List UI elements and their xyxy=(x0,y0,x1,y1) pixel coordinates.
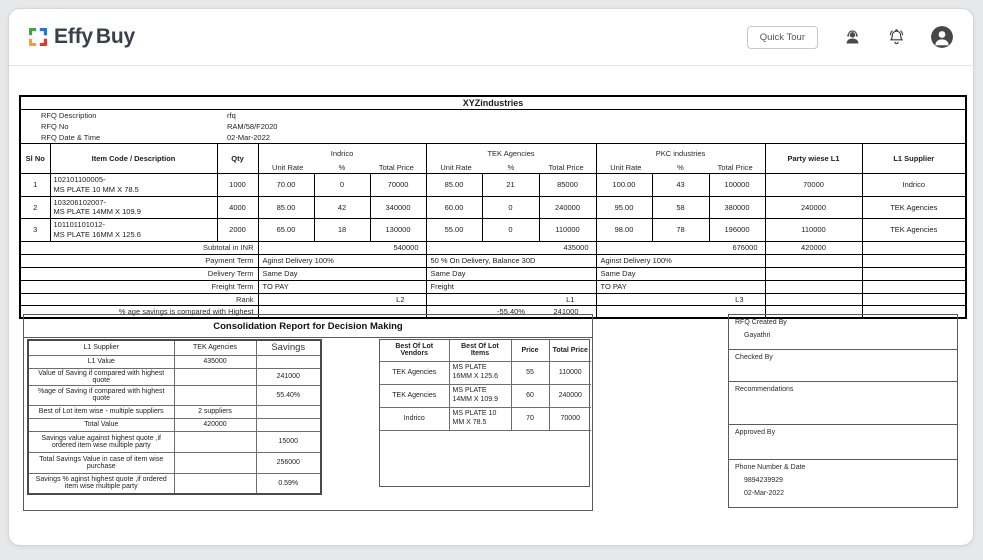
company-title: XYZindustries xyxy=(20,96,966,110)
phone-date-section xyxy=(729,460,957,507)
l1-supplier: TEK Agencies xyxy=(862,219,966,242)
effybuy-logo-icon xyxy=(29,28,47,46)
row-value xyxy=(174,473,256,494)
rfq-created-by-label: RFQ Created By xyxy=(735,319,787,326)
rank-row xyxy=(20,293,966,305)
party-wiese-l1: 70000 xyxy=(765,174,862,197)
summary-row xyxy=(28,473,321,494)
empty-cell xyxy=(862,280,966,293)
freight-term-label: Freight Term xyxy=(20,280,258,293)
subtotal-label: Subtotal in INR xyxy=(20,241,258,254)
summary-row xyxy=(28,385,321,405)
sub-col-total: Total Price xyxy=(717,163,753,172)
tek-total: 85000 xyxy=(539,174,596,197)
payment-term-row xyxy=(20,254,966,267)
item-desc: MS PLATE 10 MM X 78.5 xyxy=(53,184,139,194)
sub-col-unit-rate: Unit Rate xyxy=(610,163,642,172)
indrico-total: 340000 xyxy=(370,196,426,219)
row-value: 420000 xyxy=(174,418,256,431)
item-code-desc xyxy=(50,174,217,197)
tek-unit-rate: 85.00 xyxy=(426,174,482,197)
rfq-date-label: RFQ Date & Time xyxy=(41,133,101,142)
pkc-total: 380000 xyxy=(709,196,765,219)
column-header-row xyxy=(20,144,966,174)
vendor-group-pkc xyxy=(596,144,765,174)
sub-col-pct: % xyxy=(677,163,684,172)
row-label: Value of Saving if compared with highest quote xyxy=(28,368,174,385)
bol-item: MS PLATE 14MM X 109.9 xyxy=(449,384,511,407)
indrico-unit-rate: 85.00 xyxy=(258,196,314,219)
logo-text: Effy Buy xyxy=(54,25,135,48)
item-code-desc xyxy=(50,196,217,219)
row-savings xyxy=(256,418,321,431)
vendor-name: TEK Agencies xyxy=(487,149,535,158)
sub-col-pct: % xyxy=(507,163,515,172)
item-row xyxy=(20,219,966,242)
sub-col-unit-rate: Unit Rate xyxy=(272,163,304,172)
rfq-no-row xyxy=(20,121,966,132)
freight-term-pkc: TO PAY xyxy=(596,280,765,293)
rank-tek: L1 xyxy=(426,293,596,305)
checked-by-section xyxy=(729,350,957,382)
summary-row xyxy=(28,405,321,418)
summary-row xyxy=(28,418,321,431)
bol-row xyxy=(380,384,591,407)
rfq-created-by-value: Gayathri xyxy=(744,332,771,339)
l1-supplier-value: TEK Agencies xyxy=(174,340,256,355)
row-savings: 256000 xyxy=(256,452,321,473)
recommendations-label: Recommendations xyxy=(735,386,794,393)
pkc-pct: 58 xyxy=(652,196,709,219)
row-value xyxy=(174,452,256,473)
row-label: Total Value xyxy=(28,418,174,431)
empty-cell xyxy=(765,280,862,293)
date-value: 02-Mar-2022 xyxy=(744,490,785,497)
tek-pct: 0 xyxy=(482,196,539,219)
summary-header-row xyxy=(28,340,321,355)
item-row xyxy=(20,174,966,197)
top-bar-actions xyxy=(747,26,953,49)
payment-term-pkc: Aginst Delivery 100% xyxy=(596,254,765,267)
item-code: 103206102007- xyxy=(53,197,107,207)
rfq-date-value: 02-Mar-2022 xyxy=(227,133,270,142)
subtotal-empty xyxy=(862,241,966,254)
party-wiese-l1: 240000 xyxy=(765,196,862,219)
sl-no: 2 xyxy=(20,196,50,219)
rfq-comparison-table xyxy=(19,95,967,319)
rfq-description-label: RFQ Description xyxy=(41,111,97,120)
tek-pct: 0 xyxy=(482,219,539,242)
report-content xyxy=(9,66,973,546)
rfq-description-row xyxy=(20,110,966,122)
vendor-name: Indrico xyxy=(330,149,354,158)
pkc-unit-rate: 98.00 xyxy=(596,219,652,242)
row-savings: 0.59% xyxy=(256,473,321,494)
item-code: 102101100005- xyxy=(53,175,106,184)
effybuy-logo[interactable] xyxy=(29,25,135,49)
delivery-term-tek: Same Day xyxy=(426,267,596,280)
rank-indrico: L2 xyxy=(258,293,426,305)
bol-total: 110000 xyxy=(549,361,591,384)
row-label: L1 Value xyxy=(28,355,174,368)
indrico-pct: 42 xyxy=(314,196,370,219)
row-value xyxy=(174,368,256,385)
row-value xyxy=(174,431,256,452)
row-value: 2 suppliers xyxy=(174,405,256,418)
approved-by-label: Approved By xyxy=(735,429,776,436)
indrico-pct: 18 xyxy=(314,219,370,242)
item-code: 101101101012- xyxy=(53,220,105,229)
pkc-unit-rate: 100.00 xyxy=(596,174,652,197)
sl-no: 3 xyxy=(20,219,50,242)
summary-row xyxy=(28,355,321,368)
rank-label: Rank xyxy=(20,293,258,305)
col-qty: Qty xyxy=(217,144,258,174)
pkc-unit-rate: 95.00 xyxy=(596,196,652,219)
col-l1-supplier: L1 Supplier xyxy=(862,144,966,174)
tek-unit-rate: 55.00 xyxy=(426,219,482,242)
delivery-term-indrico: Same Day xyxy=(258,267,426,280)
item-desc: MS PLATE 14MM X 109.9 xyxy=(53,207,141,217)
pkc-pct: 78 xyxy=(652,219,709,242)
indrico-pct: 0 xyxy=(314,174,370,197)
bol-header-row xyxy=(380,340,591,361)
checked-by-label: Checked By xyxy=(735,354,773,361)
subtotal-indrico: 540000 xyxy=(258,241,426,254)
company-title-row xyxy=(20,96,966,110)
bol-item: MS PLATE 10 MM X 78.5 xyxy=(449,407,511,430)
user-avatar[interactable] xyxy=(931,26,953,48)
indrico-unit-rate: 65.00 xyxy=(258,219,314,242)
consolidation-summary-table xyxy=(27,339,322,495)
indrico-total: 70000 xyxy=(370,174,426,197)
rfq-description-value: rfq xyxy=(227,111,236,120)
consolidation-title: Consolidation Report for Decision Making xyxy=(24,315,592,338)
rfq-no-value: RAM/58/F2020 xyxy=(227,122,278,131)
vendor-name: PKC industries xyxy=(655,149,706,158)
pkc-total: 196000 xyxy=(709,219,765,242)
recommendations-section xyxy=(729,382,957,425)
row-label: Savings % aginst highest quote ,if ordered item wise multiple party xyxy=(28,473,174,494)
sl-no: 1 xyxy=(20,174,50,197)
quick-tour-button[interactable]: Quick Tour xyxy=(747,26,818,49)
indrico-total: 130000 xyxy=(370,219,426,242)
rfq-created-by-section xyxy=(729,315,957,350)
item-desc: MS PLATE 16MM X 125.6 xyxy=(53,229,141,239)
top-bar xyxy=(9,9,973,66)
vendor-group-indrico xyxy=(258,144,426,174)
sub-col-unit-rate: Unit Rate xyxy=(440,163,472,172)
sub-col-pct: % xyxy=(338,163,346,172)
freight-term-indrico: TO PAY xyxy=(258,280,426,293)
summary-row xyxy=(28,431,321,452)
sub-col-total: Total Price xyxy=(548,163,584,172)
bol-price: 70 xyxy=(511,407,549,430)
tek-total: 110000 xyxy=(539,219,596,242)
bol-col-price: Price xyxy=(511,340,549,361)
bol-item: MS PLATE 16MM X 125.6 xyxy=(449,361,511,384)
item-row xyxy=(20,196,966,219)
payment-term-label: Payment Term xyxy=(20,254,258,267)
subtotal-pkc: 676000 xyxy=(596,241,765,254)
bol-vendor: Indrico xyxy=(380,407,449,430)
sub-col-total: Total Price xyxy=(378,163,414,172)
qty: 4000 xyxy=(217,196,258,219)
signoff-panel xyxy=(728,314,958,508)
row-label: Best of Lot item wise - multiple suppliers xyxy=(28,405,174,418)
delivery-term-row xyxy=(20,267,966,280)
phone-value: 9894239929 xyxy=(744,477,783,484)
freight-term-row xyxy=(20,280,966,293)
payment-term-tek: 50 % On Delivery, Balance 30D xyxy=(426,254,596,267)
savings-header: Savings xyxy=(256,340,321,355)
tek-unit-rate: 60.00 xyxy=(426,196,482,219)
empty-cell xyxy=(862,267,966,280)
empty-cell xyxy=(862,254,966,267)
bol-row xyxy=(380,407,591,430)
rank-pkc: L3 xyxy=(596,293,765,305)
qty: 2000 xyxy=(217,219,258,242)
col-item-code: Item Code / Description xyxy=(50,144,217,174)
bol-col-total: Total Price xyxy=(549,340,591,361)
bol-price: 60 xyxy=(511,384,549,407)
bol-col-vendors: Best Of Lot Vendors xyxy=(380,340,449,361)
row-label: Savings value against highest quote ,if ordered item wise multiple party xyxy=(28,431,174,452)
l1-supplier: Indrico xyxy=(862,174,966,197)
l1-supplier: TEK Agencies xyxy=(862,196,966,219)
bol-total: 240000 xyxy=(549,384,591,407)
best-of-lot-box xyxy=(379,339,590,487)
delivery-term-label: Delivery Term xyxy=(20,267,258,280)
row-label: Total Savings Value in case of item wise purchase xyxy=(28,452,174,473)
row-savings: 15000 xyxy=(256,431,321,452)
freight-term-tek: Freight xyxy=(426,280,596,293)
subtotal-tek: 435000 xyxy=(426,241,596,254)
empty-cell xyxy=(765,267,862,280)
bol-col-items: Best Of Lot Items xyxy=(449,340,511,361)
rfq-date-row xyxy=(20,132,966,144)
indrico-unit-rate: 70.00 xyxy=(258,174,314,197)
bol-price: 55 xyxy=(511,361,549,384)
bol-total: 70000 xyxy=(549,407,591,430)
best-of-lot-table xyxy=(380,340,591,431)
pkc-total: 100000 xyxy=(709,174,765,197)
notifications-bell-icon[interactable] xyxy=(887,28,906,47)
item-code-desc xyxy=(50,219,217,242)
tek-total: 240000 xyxy=(539,196,596,219)
row-savings xyxy=(256,405,321,418)
l1-supplier-label: L1 Supplier xyxy=(28,340,174,355)
subtotal-row xyxy=(20,241,966,254)
approved-by-section xyxy=(729,425,957,460)
col-sl-no: Sl No xyxy=(20,144,50,174)
bol-vendor: TEK Agencies xyxy=(380,384,449,407)
delivery-term-pkc: Same Day xyxy=(596,267,765,280)
consolidation-report-section xyxy=(23,314,593,511)
row-value xyxy=(174,385,256,405)
row-savings: 55.40% xyxy=(256,385,321,405)
support-agent-icon[interactable] xyxy=(843,28,862,47)
empty-cell xyxy=(765,254,862,267)
qty: 1000 xyxy=(217,174,258,197)
row-label: %age of Saving if compared with highest quote xyxy=(28,385,174,405)
empty-cell xyxy=(765,293,862,305)
bol-vendor: TEK Agencies xyxy=(380,361,449,384)
summary-row xyxy=(28,452,321,473)
vendor-group-tek xyxy=(426,144,596,174)
row-value: 435000 xyxy=(174,355,256,368)
savings-label: % age savings is compared with Highest xyxy=(20,305,258,318)
subtotal-party-l1: 420000 xyxy=(765,241,862,254)
phone-date-label: Phone Number & Date xyxy=(735,464,806,471)
savings-tek-value: 241000 xyxy=(553,306,579,316)
payment-term-indrico: Aginst Delivery 100% xyxy=(258,254,426,267)
savings-tek-pct: -55.40% xyxy=(497,306,525,316)
row-savings xyxy=(256,355,321,368)
empty-cell xyxy=(862,293,966,305)
bol-row xyxy=(380,361,591,384)
summary-row xyxy=(28,368,321,385)
rfq-no-label: RFQ No xyxy=(41,122,69,131)
tek-pct: 21 xyxy=(482,174,539,197)
row-savings: 241000 xyxy=(256,368,321,385)
col-party-wiese-l1: Party wiese L1 xyxy=(765,144,862,174)
app-window xyxy=(8,8,974,546)
pkc-pct: 43 xyxy=(652,174,709,197)
party-wiese-l1: 110000 xyxy=(765,219,862,242)
